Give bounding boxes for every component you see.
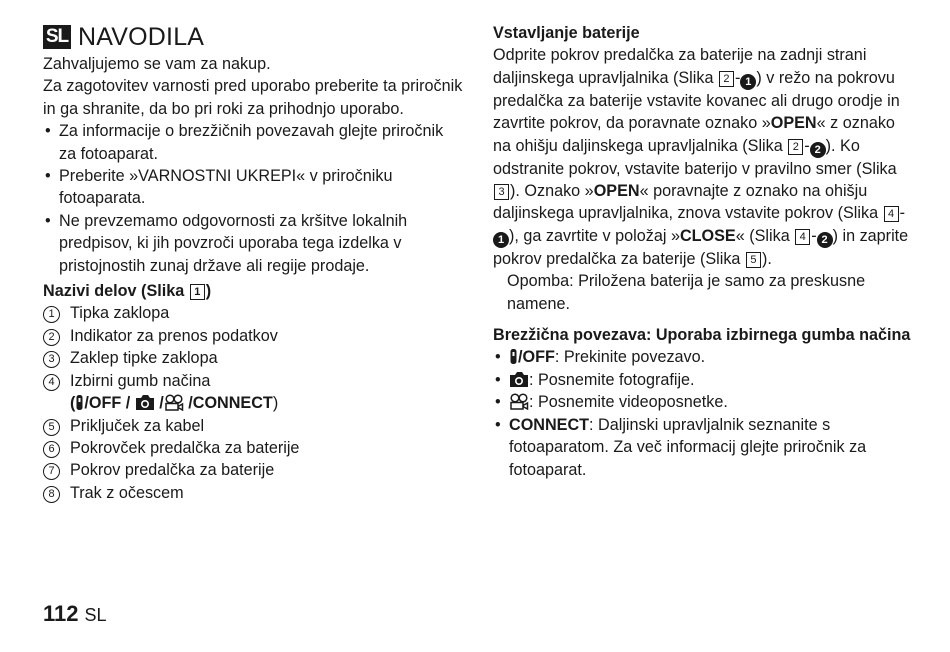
parts-list (43, 302, 463, 504)
part-number: 1 (43, 306, 60, 323)
open-label: OPEN (770, 114, 817, 133)
part-item (43, 437, 463, 459)
battery-text: ). Ko odstranite pokrov, vstavite baterijo v pravilno smer (Slika (493, 136, 897, 178)
wireless-list (493, 346, 913, 480)
battery-note: Opomba: Priložena baterija je samo za preskusne namene. (507, 272, 866, 313)
connect-label: CONNECT (509, 415, 590, 434)
mode-line (70, 394, 273, 412)
mode-close-paren: ) (272, 394, 279, 413)
figure-ref-4: 4 (795, 229, 810, 245)
remote-icon (509, 348, 518, 365)
part-label: Pokrov predalčka za baterije (70, 461, 275, 480)
camera-icon (135, 394, 155, 411)
battery-text: « z oznako na ohišju daljinskega upravljalnika (Slika (493, 114, 895, 155)
right-column (493, 22, 913, 481)
battery-text: Odprite pokrov predalčka za baterije na zadnji strani daljinskega upravljalnika (Slika (493, 46, 867, 87)
language-badge: SL (43, 25, 71, 49)
part-number: 2 (43, 329, 60, 346)
figure-ref-2: 2 (788, 139, 803, 155)
footer-language: SL (84, 605, 107, 625)
mode-slash: / (188, 394, 193, 413)
mode-off-label: /OFF (84, 394, 122, 413)
left-column (43, 22, 463, 504)
connect-desc: : Daljinski upravljalnik seznanite s fotoaparatom. Za več informacij glejte priročnik za fotoaparat. (509, 415, 867, 479)
part-item (43, 459, 463, 481)
off-desc: : Prekinite povezavo. (554, 348, 706, 367)
open-label: OPEN (593, 182, 640, 201)
battery-heading: Vstavljanje baterije (493, 24, 640, 42)
camera-icon (509, 371, 529, 388)
page-title (43, 22, 463, 52)
step-dot-1: 1 (493, 232, 509, 248)
intro-bullets (43, 120, 463, 277)
part-label: Izbirni gumb načina (70, 371, 211, 390)
title-text: NAVODILA (78, 23, 205, 51)
mode-slash: / (125, 394, 131, 413)
battery-instructions: Odprite pokrov predalčka za baterije na zadnji strani daljinskega upravljalnika (Slika 2 - 1 ) v režo na pokrovu predalčka za baterije vstavite kovanec ali drugo orodje in zavrtite pokrov, da poravnate oznako »OPEN« z oznako na ohišju daljinskega upravljalnika (Slika 2 - 2 ). Ko odstranite pokrov, vstavite baterijo v pravilno smer (Slika 3 ). Oznako »OPEN« poravnajte z oznako na ohišju daljinskega upravljalnika, znova vstavite pokrov (Slika 4 -1 ), ga zavrtite v položaj »CLOSE« (Slika 4 - 2 ) in zaprite pokrov predalčka za baterije (Slika 5 ). (493, 46, 909, 268)
figure-ref-2: 2 (719, 71, 734, 87)
bullet-precautions: • Preberite »VARNOSTNI UKREPI« v priročniku fotoaparata. (43, 165, 463, 210)
part-number: 7 (43, 463, 60, 480)
figure-ref-1: 1 (190, 284, 205, 300)
video-icon (509, 393, 529, 410)
parts-heading-text: Nazivi delov (Slika (43, 282, 185, 301)
step-dot-2: 2 (810, 142, 826, 158)
photo-desc: : Posnemite fotografije. (529, 370, 695, 389)
battery-text: ) in zaprite pokrov predalčka za baterije (Slika (493, 226, 909, 268)
bullet-wireless: • Za informacije o brezžičnih povezavah glejte priročnik za fotoaparat. (43, 120, 463, 165)
part-number: 3 (43, 351, 60, 368)
figure-ref-3: 3 (494, 184, 509, 200)
part-label: Indikator za prenos podatkov (70, 326, 278, 345)
close-label: CLOSE (679, 226, 736, 245)
part-label: Priključek za kabel (70, 416, 205, 435)
part-item (43, 325, 463, 347)
battery-text: ), ga zavrtite v položaj » (509, 226, 680, 245)
part-item (43, 482, 463, 504)
wireless-photo-item (493, 369, 913, 391)
part-number: 5 (43, 419, 60, 436)
battery-text: ) v režo na pokrovu predalčka za baterije vstavite kovanec ali drugo orodje in zavrtite pokrov, da poravnate oznako » (493, 68, 900, 133)
battery-text: ). (761, 249, 772, 268)
parts-heading (43, 280, 463, 302)
off-label: /OFF (518, 348, 555, 367)
page-footer (43, 600, 107, 629)
part-number: 4 (43, 374, 60, 391)
bullet-liability: • Ne prevzemamo odgovornosti za kršitve lokalnih predpisov, ki jih povzroči uporaba tega izdelka v pristojnostih zunaj države ali regije prodaje. (43, 210, 463, 277)
part-label: Pokrovček predalčka za baterije (70, 438, 300, 457)
mode-connect-label: CONNECT (192, 394, 273, 413)
figure-ref-4: 4 (884, 206, 899, 222)
part-label: Trak z očescem (70, 483, 184, 502)
battery-text: « poravnajte z oznako na ohišju daljinskega upravljalnika, znova vstavite pokrov (Slika (493, 182, 883, 223)
part-number: 8 (43, 486, 60, 503)
part-item (43, 347, 463, 369)
part-label: Zaklep tipke zaklopa (70, 349, 218, 368)
figure-ref-5: 5 (746, 252, 761, 268)
intro-thanks: Zahvaljujemo se vam za nakup. (43, 55, 271, 73)
step-dot-2: 2 (817, 232, 833, 248)
wireless-connect-item (493, 414, 913, 481)
part-number: 6 (43, 441, 60, 458)
mode-open-paren: ( (70, 394, 76, 413)
part-item (43, 370, 463, 415)
part-item (43, 415, 463, 437)
part-item (43, 302, 463, 324)
battery-text: ). Oznako » (510, 182, 594, 201)
wireless-off-item (493, 346, 913, 368)
page-number: 112 (43, 601, 79, 626)
video-icon (164, 394, 184, 411)
battery-text: « (Slika (735, 226, 795, 245)
part-label: Tipka zaklopa (70, 304, 170, 323)
wireless-heading: Brezžična povezava: Uporaba izbirnega gumba načina (493, 326, 911, 345)
wireless-video-item (493, 391, 913, 413)
video-desc: : Posnemite videoposnetke. (529, 393, 728, 412)
step-dot-1: 1 (740, 74, 756, 90)
mode-slash: / (159, 394, 164, 413)
intro-safety: Za zagotovitev varnosti pred uporabo preberite ta priročnik in ga shranite, da bo pri roki za prihodnjo uporabo. (43, 77, 463, 118)
parts-heading-close: ) (205, 282, 212, 301)
